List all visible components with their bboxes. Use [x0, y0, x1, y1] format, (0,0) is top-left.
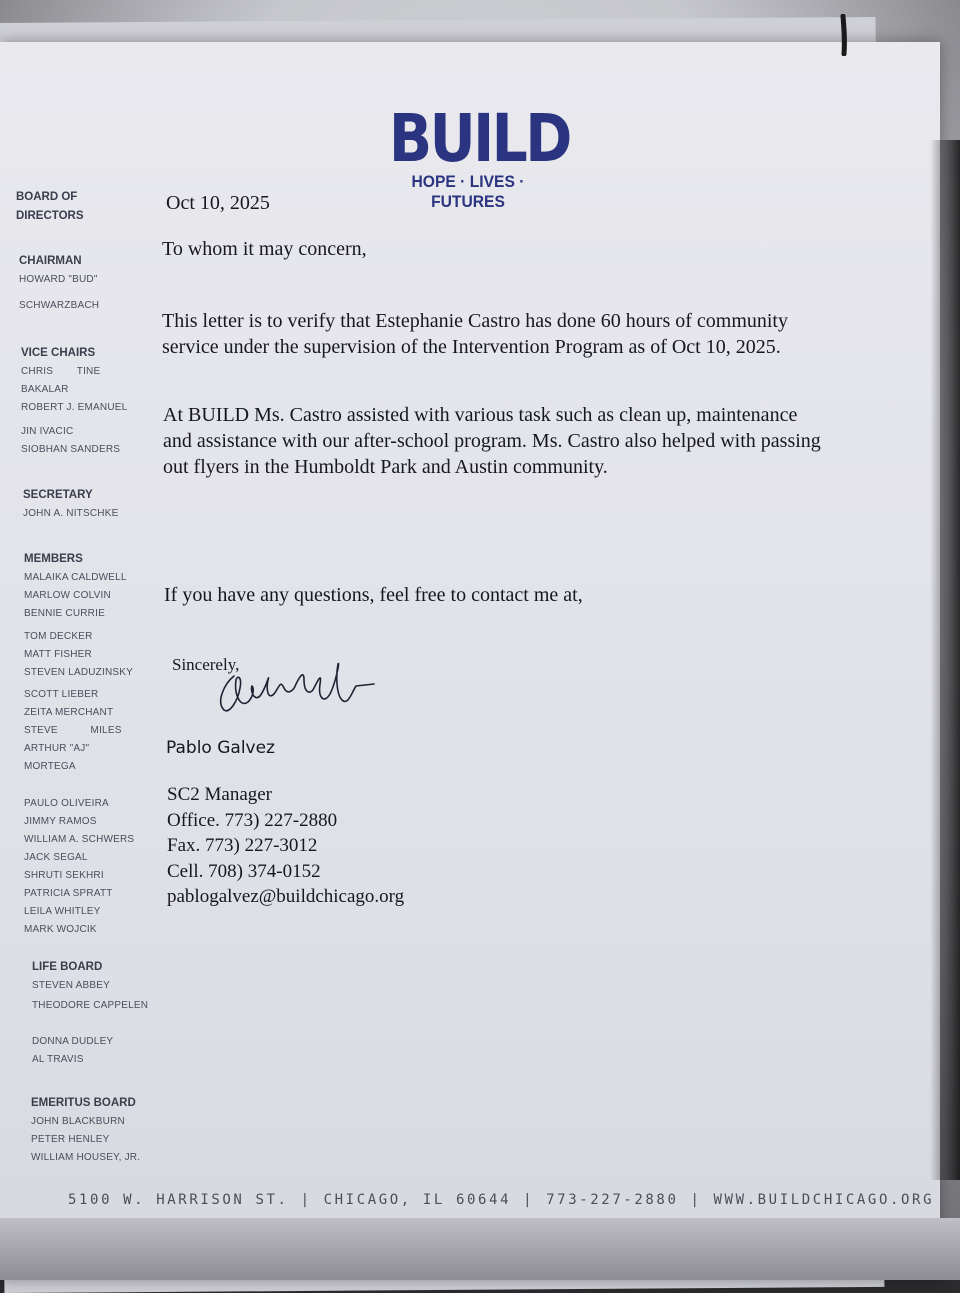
board-member-name: BAKALAR: [21, 384, 69, 395]
board-member-name: PATRICIA SPRATT: [24, 888, 113, 899]
paragraph-line: out flyers in the Humboldt Park and Austin community.: [163, 456, 608, 478]
sidebar-section-vice-chairs: [21, 344, 171, 459]
signer-title: SC2 Manager: [167, 784, 273, 805]
section-heading: MEMBERS: [24, 553, 83, 565]
section-heading: CHAIRMAN: [19, 255, 82, 267]
footer-separator: |: [690, 1192, 702, 1208]
board-member-name: PAULO OLIVEIRA: [24, 798, 109, 809]
logo-tagline: HOPE · LIVES · FUTURES: [411, 172, 525, 211]
board-heading-line: DIRECTORS: [16, 210, 84, 222]
sidebar-section-secretary: [23, 486, 173, 523]
page-edge-shadow: [930, 140, 960, 1180]
paragraph-line: and assistance with our after-school program. Ms. Castro also helped with passing: [163, 430, 821, 452]
board-member-name: LEILA WHITLEY: [24, 906, 101, 917]
board-member-name: CHRIS TINE: [21, 366, 101, 377]
board-member-name: STEVE MILES: [24, 725, 122, 736]
letter-closing-line: If you have any questions, feel free to contact me at,: [164, 584, 583, 606]
paragraph-line: service under the supervision of the Intervention Program as of Oct 10, 2025.: [162, 336, 781, 358]
board-member-name: WILLIAM A. SCHWERS: [24, 834, 135, 845]
board-heading: [16, 188, 166, 226]
paragraph-line: At BUILD Ms. Castro assisted with various task such as clean up, maintenance: [163, 404, 798, 426]
footer-website: WWW.BUILDCHICAGO.ORG: [713, 1192, 935, 1208]
letterhead-footer: [68, 1192, 935, 1208]
board-member-name: MALAIKA CALDWELL: [24, 572, 127, 583]
footer-address: 5100 W. HARRISON ST.: [68, 1192, 289, 1208]
board-heading-line: BOARD OF: [16, 191, 78, 203]
board-member-name: SHRUTI SEKHRI: [24, 870, 104, 881]
board-member-name: ZEITA MERCHANT: [24, 707, 114, 718]
board-member-name: PETER HENLEY: [31, 1134, 110, 1145]
board-member-name: BENNIE CURRIE: [24, 608, 105, 619]
footer-separator: |: [300, 1192, 312, 1208]
letter-salutation: To whom it may concern,: [162, 238, 367, 260]
board-member-name: ROBERT J. EMANUEL: [21, 402, 128, 413]
section-heading: LIFE BOARD: [32, 961, 103, 973]
board-member-name: SCOTT LIEBER: [24, 689, 99, 700]
board-member-name: JIN IVACIC: [21, 426, 74, 437]
handwritten-signature: [210, 650, 380, 722]
board-member-name: DONNA DUDLEY: [32, 1036, 114, 1047]
cell-phone: Cell. 708) 374-0152: [167, 860, 321, 882]
letter-paragraph-verification: [162, 308, 862, 360]
board-member-name: STEVEN ABBEY: [32, 980, 110, 991]
board-member-name: TOM DECKER: [24, 631, 93, 642]
signer-name: Pablo Galvez: [166, 738, 275, 758]
fax-number: Fax. 773) 227-3012: [167, 835, 318, 856]
letter-sign-off: Sincerely,: [172, 655, 240, 674]
board-member-name: STEVEN LADUZINSKY: [24, 667, 133, 678]
letter-paragraph-activities: [163, 402, 883, 480]
board-member-name: WILLIAM HOUSEY, JR.: [31, 1152, 141, 1163]
board-member-name: THEODORE CAPPELEN: [32, 1000, 149, 1011]
build-logo: [376, 100, 570, 212]
paragraph-line: This letter is to verify that Estephanie Castro has done 60 hours of community: [162, 310, 788, 332]
sidebar-section-chairman: [19, 252, 169, 315]
board-member-name: JOHN A. NITSCHKE: [23, 508, 119, 519]
email-address: pablogalvez@buildchicago.org: [167, 886, 405, 907]
footer-separator: |: [523, 1192, 535, 1208]
bottom-surface: [0, 1218, 960, 1280]
letter-date: Oct 10, 2025: [166, 192, 270, 214]
logo-wordmark: BUILD: [388, 100, 570, 177]
signer-contact-block: [167, 782, 404, 910]
board-member-name: MORTEGA: [24, 761, 76, 772]
board-member-name: JIMMY RAMOS: [24, 816, 97, 827]
board-member-name: AL TRAVIS: [32, 1054, 84, 1065]
section-heading: SECRETARY: [23, 489, 93, 501]
board-member-name: HOWARD "BUD": [19, 274, 98, 285]
board-member-name: MATT FISHER: [24, 649, 92, 660]
board-member-name: MARLOW COLVIN: [24, 590, 111, 601]
footer-phone: 773-227-2880: [546, 1192, 679, 1208]
pen-mark: [838, 14, 850, 56]
board-member-name: MARK WOJCIK: [24, 924, 97, 935]
board-member-name: SIOBHAN SANDERS: [21, 444, 121, 455]
footer-city: CHICAGO, IL 60644: [323, 1192, 512, 1208]
office-phone: Office. 773) 227-2880: [167, 809, 338, 831]
sidebar-section-emeritus-board: [31, 1094, 181, 1167]
section-heading: VICE CHAIRS: [21, 347, 96, 359]
board-member-name: JOHN BLACKBURN: [31, 1116, 125, 1127]
board-member-name: ARTHUR "AJ": [24, 743, 90, 754]
section-heading: EMERITUS BOARD: [31, 1097, 136, 1109]
board-member-name: SCHWARZBACH: [19, 300, 100, 311]
sidebar-section-members: [24, 550, 174, 939]
board-member-name: JACK SEGAL: [24, 852, 88, 863]
sidebar-section-life-board: [32, 958, 182, 1069]
